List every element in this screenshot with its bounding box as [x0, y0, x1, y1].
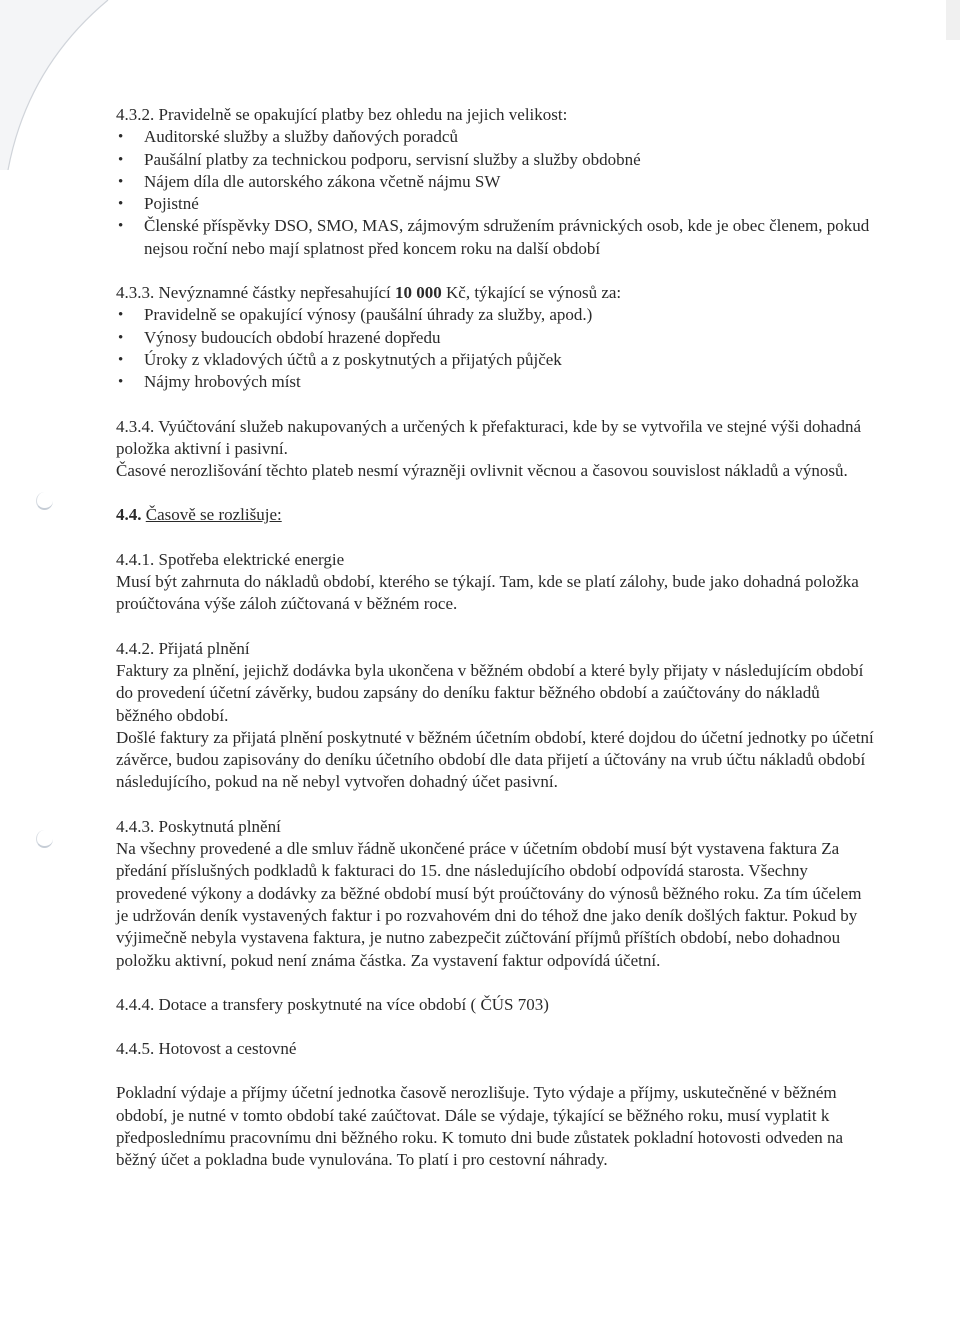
section-4-4-heading [116, 504, 876, 526]
list-item: • Úroky z vkladových účtů a z poskytnutých a přijatých půjček [116, 349, 876, 371]
amount-threshold: 10 000 [395, 283, 442, 303]
list-item: • Nájmy hrobových míst [116, 371, 876, 393]
section-4-3-3-list [116, 304, 876, 393]
document-body [116, 104, 876, 1172]
list-item: • Výnosy budoucích období hrazené dopředu [116, 327, 876, 349]
section-4-4-1-text: Musí být zahrnuta do nákladů období, kterého se týkají. Tam, kde se platí zálohy, bude jako dohadná položka proúčtována výše záloh zúčtovaná v běžném roce. [116, 572, 859, 614]
page-corner-shadow [946, 0, 960, 40]
section-4-4-5-text: Pokladní výdaje a příjmy účetní jednotka časově nerozlišuje. Tyto výdaje a příjmy, uskutečněné v běžném období, je nutné v tomto období také zaúčtovat. Dále se výdaje, týkající se běžného roku, musí vyplatit k předposlednímu pracovnímu dni běžného roku. K tomuto dni bude zůstatek pokladní hotovosti odveden na běžný účet a pokladna bude vynulována. To platí i pro cestovní náhrady. [116, 1083, 844, 1170]
section-4-4-4-heading: 4.4.4. Dotace a transfery poskytnuté na více období ( ČÚS 703) [116, 994, 549, 1014]
section-number: 4.4. [116, 505, 142, 525]
list-item: • Nájem díla dle autorského zákona včetně nájmu SW [116, 171, 876, 193]
list-item: • Pravidelně se opakující výnosy (paušální úhrady za služby, apod.) [116, 304, 876, 326]
section-4-3-2-heading: 4.3.2. Pravidelně se opakující platby bez ohledu na jejich velikost: [116, 105, 568, 124]
heading-text: Kč, týkající se výnosů za: [441, 283, 622, 303]
section-4-3-4-text2: Časové nerozlišování těchto plateb nesmí výrazněji ovlivnit věcnou a časovou souvislost nákladů a výnosů. [116, 461, 848, 481]
list-item: • Pojistné [116, 193, 876, 215]
list-item: • Členské příspěvky DSO, SMO, MAS, zájmovým sdružením právnických osob, kde je obec členem, pokud nejsou roční nebo mají splatnost před koncem roku na další období [116, 215, 876, 260]
heading-text: 4.3.3. Nevýznamné částky nepřesahující [116, 283, 395, 303]
list-item: • Paušální platby za technickou podporu, servisní služby a služby obdobné [116, 149, 876, 171]
page-corner-fold [0, 0, 120, 170]
section-4-4-2-text2: Došlé faktury za přijatá plnění poskytnuté v běžném účetním období, které dojdou do účetní jednotky po účetní závěrce, budou zapisovány do deníku účetního období dle data přijetí a účtovány na vrub účtu nákladů období následujícího, pokud na ně nebyl vytvořen dohadný účet pasivní. [116, 727, 874, 792]
punch-hole-top [36, 492, 53, 510]
section-4-4-2-text: Faktury za plnění, jejichž dodávka byla ukončena v běžném období a které byly přijaty v následujícím období do provedení účetní závěrky, budou zapsány do deníku faktur běžného období a zaúčtovány do nákladů běžného období. [116, 660, 864, 725]
section-4-3-2-list [116, 126, 876, 260]
section-4-3-3-heading [116, 282, 876, 304]
section-4-4-3-text: Na všechny provedené a dle smluv řádně ukončené práce v účetním období musí být vystavena faktura Za předání příslušných podkladů k fakturaci do 15. dne následujícího období odpovídá starosta. Všechny provedené výkony a dodávky za běžné období musí být proúčtovány do výnosů běžného roku. Za tím účelem je udržován deník vystavených faktur i po rozvahovém dni do téhož dne jako deník došlých faktur. Pokud by výjimečně nebyla vystavena faktura, je nutno zabezpečit zúčtování příjmů příštích období, nebo dohadnou položku aktivní, pokud není známa částka. Za vystavení faktur odpovídá účetní. [116, 839, 862, 970]
section-4-4-3-heading: 4.4.3. Poskytnutá plnění [116, 816, 281, 836]
punch-hole-bottom [36, 830, 53, 848]
section-title: Časově se rozlišuje: [145, 505, 282, 525]
section-4-3-4-text: 4.3.4. Vyúčtování služeb nakupovaných a určených k přefakturaci, kde by se vytvořila ve stejné výši dohadná položka aktivní i pasivní. [116, 416, 862, 458]
section-4-4-2-heading: 4.4.2. Přijatá plnění [116, 638, 250, 658]
list-item: • Auditorské služby a služby daňových poradců [116, 126, 876, 148]
section-4-4-5-heading: 4.4.5. Hotovost a cestovné [116, 1039, 297, 1059]
section-4-4-1-heading: 4.4.1. Spotřeba elektrické energie [116, 549, 345, 569]
